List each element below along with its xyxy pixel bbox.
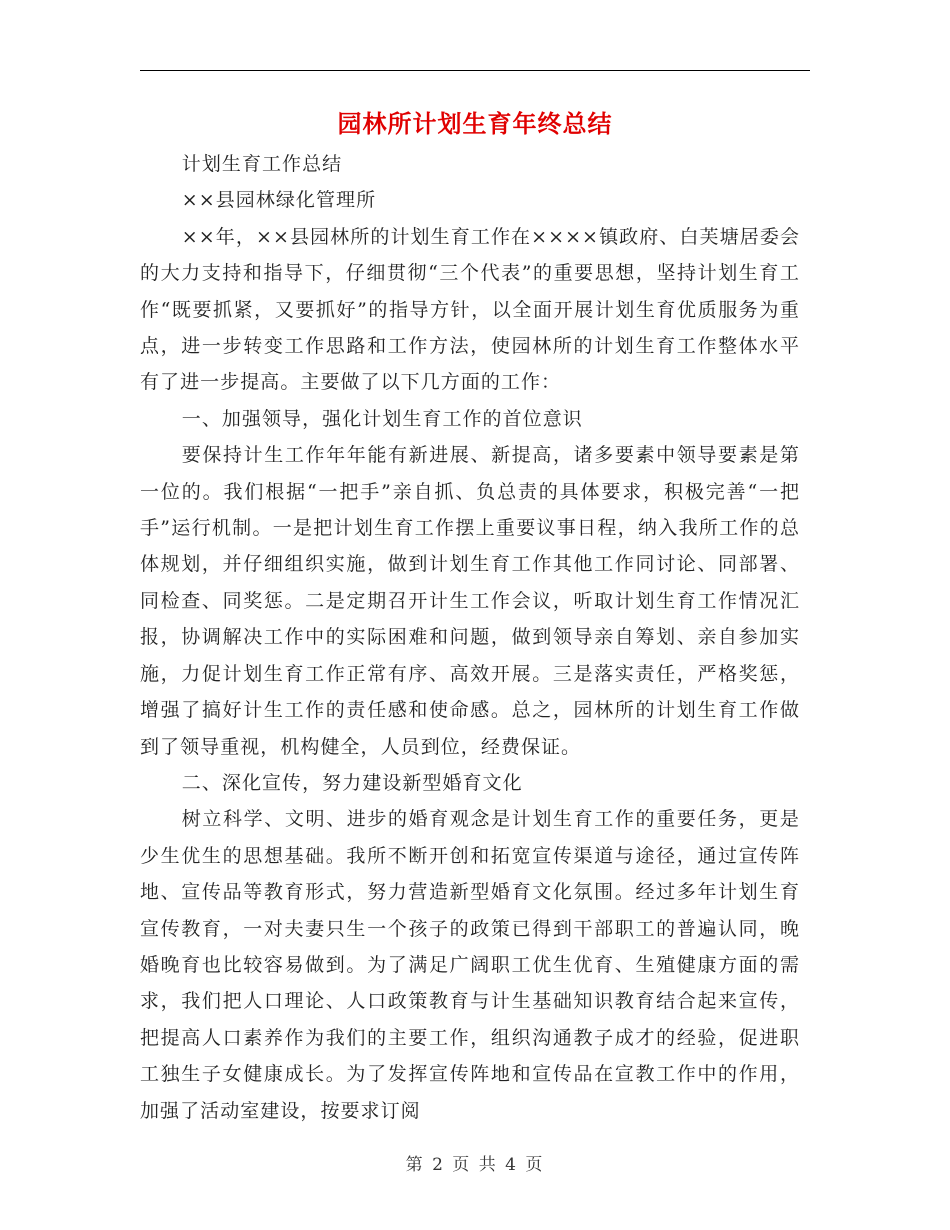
paragraph-subtitle: 计划生育工作总结	[181, 153, 343, 175]
document-body	[140, 146, 800, 1129]
paragraph-organization: ××县园林绿化管理所	[181, 189, 377, 212]
paragraph-intro: ××年，××县园林所的计划生育工作在××××镇政府、白芙塘居委会的大力支持和指导下，仔细贯彻“三个代表”的重要思想，坚持计划生育工作“既要抓紧，又要抓好”的指导方针，以全面开展计划生育优质服务为重点，进一步转变工作思路和工作方法，使园林所的计划生育工作整体水平有了进一步提高。主要做了以下几方面的工作：	[140, 225, 800, 394]
section-heading-2: 二、深化宣传，努力建设新型婚育文化	[181, 771, 523, 794]
document-title: 园林所计划生育年终总结	[337, 110, 613, 138]
paragraph-section-1: 要保持计生工作年年能有新进展、新提高，诸多要素中领导要素是第一位的。我们根据“一把手”亲自抓、负总责的具体要求，积极完善“一把手”运行机制。一是把计划生育工作摆上重要议事日程，纳入我所工作的总体规划，并仔细组织实施，做到计划生育工作其他工作同讨论、同部署、同检查、同奖惩。二是定期召开计生工作会议，听取计划生育工作情况汇报，协调解决工作中的实际困难和问题，做到领导亲自筹划、亲自参加实施，力促计划生育工作正常有序、高效开展。三是落实责任，严格奖惩，增强了搞好计生工作的责任感和使命感。总之，园林所的计划生育工作做到了领导重视，机构健全，人员到位，经费保证。	[140, 444, 800, 758]
paragraph-section-2: 树立科学、文明、进步的婚育观念是计划生育工作的重要任务，更是少生优生的思想基础。我所不断开创和拓宽宣传渠道与途径，通过宣传阵地、宣传品等教育形式，努力营造新型婚育文化氛围。经过多年计划生育宣传教育，一对夫妻只生一个孩子的政策已得到干部职工的普遍认同，晚婚晚育也比较容易做到。为了满足广阔职工优生优育、生殖健康方面的需求，我们把人口理论、人口政策教育与计生基础知识教育结合起来宣传，把提高人口素养作为我们的主要工作，组织沟通教子成才的经验，促进职工独生子女健康成长。为了发挥宣传阵地和宣传品在宣教工作中的作用，加强了活动室建设，按要求订阅	[140, 808, 800, 1122]
page-number: 第 2 页 共 4 页	[405, 1155, 545, 1175]
header-rule	[140, 70, 810, 71]
section-heading-1: 一、加强领导，强化计划生育工作的首位意识	[181, 407, 583, 430]
